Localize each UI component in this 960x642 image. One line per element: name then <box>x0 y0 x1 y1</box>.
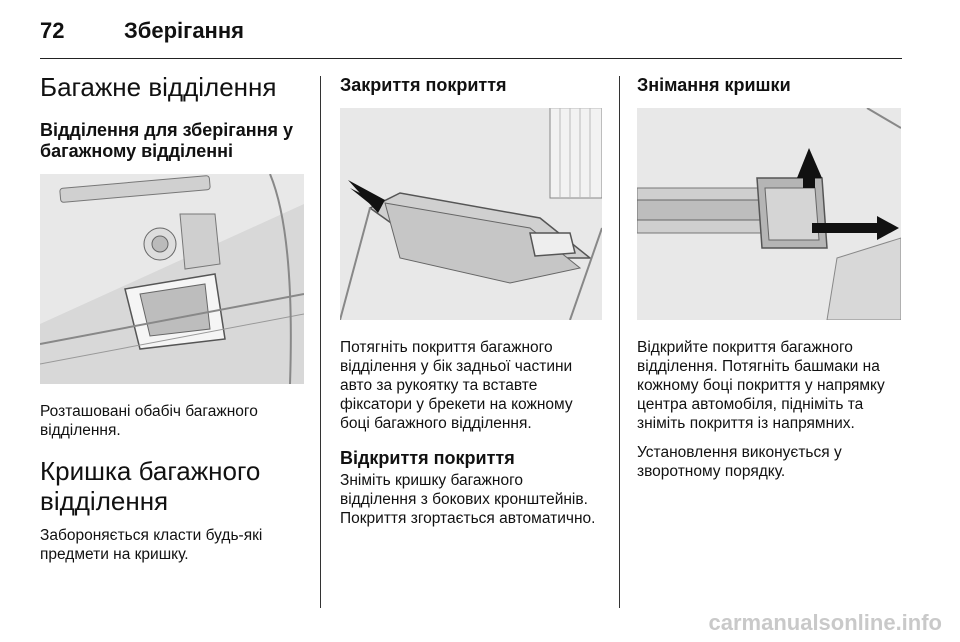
removal-heading: Знімання кришки <box>637 75 791 95</box>
header-rule <box>40 58 902 59</box>
storage-compartment-illustration <box>40 174 304 384</box>
section-header: Зберігання <box>124 18 244 43</box>
watermark: carmanualsonline.info <box>708 610 942 635</box>
opening-text: Зніміть кришку багажного відділення з бокових кронштейнів. Покриття згортається автоматично. <box>340 472 596 527</box>
storage-caption: Розташовані обабіч багажного відділення. <box>40 403 258 439</box>
closing-heading: Закриття покриття <box>340 75 507 95</box>
closing-text: Потягніть покриття багажного відділення у бік задньої частини авто за рукоятку та вставте фіксатори у брекети на кожному боці багажного відділення. <box>340 339 573 432</box>
page-title: Багажне відділення <box>40 72 277 102</box>
storage-subtitle: Відділення для зберігання у багажному відділенні <box>40 120 294 161</box>
cover-text: Забороняється класти будь-які предмети на кришку. <box>40 527 263 563</box>
column-3 <box>637 72 903 491</box>
opening-heading: Відкриття покриття <box>340 448 515 468</box>
page-header <box>40 18 244 44</box>
cover-closing-illustration <box>340 108 602 320</box>
removal-text: Відкрийте покриття багажного відділення. Потягніть башмаки на кожному боці покриття у напрямку центра автомобіля, підніміть та зніміть покриття із напрямних. <box>637 339 885 432</box>
cover-removal-illustration <box>637 108 901 320</box>
column-divider <box>320 76 321 608</box>
column-2 <box>340 72 602 538</box>
page-number: 72 <box>40 18 65 43</box>
column-divider <box>619 76 620 608</box>
installation-text: Установлення виконується у зворотному порядку. <box>637 444 842 480</box>
cover-title: Кришка багажного відділення <box>40 456 261 516</box>
column-1 <box>40 72 304 574</box>
